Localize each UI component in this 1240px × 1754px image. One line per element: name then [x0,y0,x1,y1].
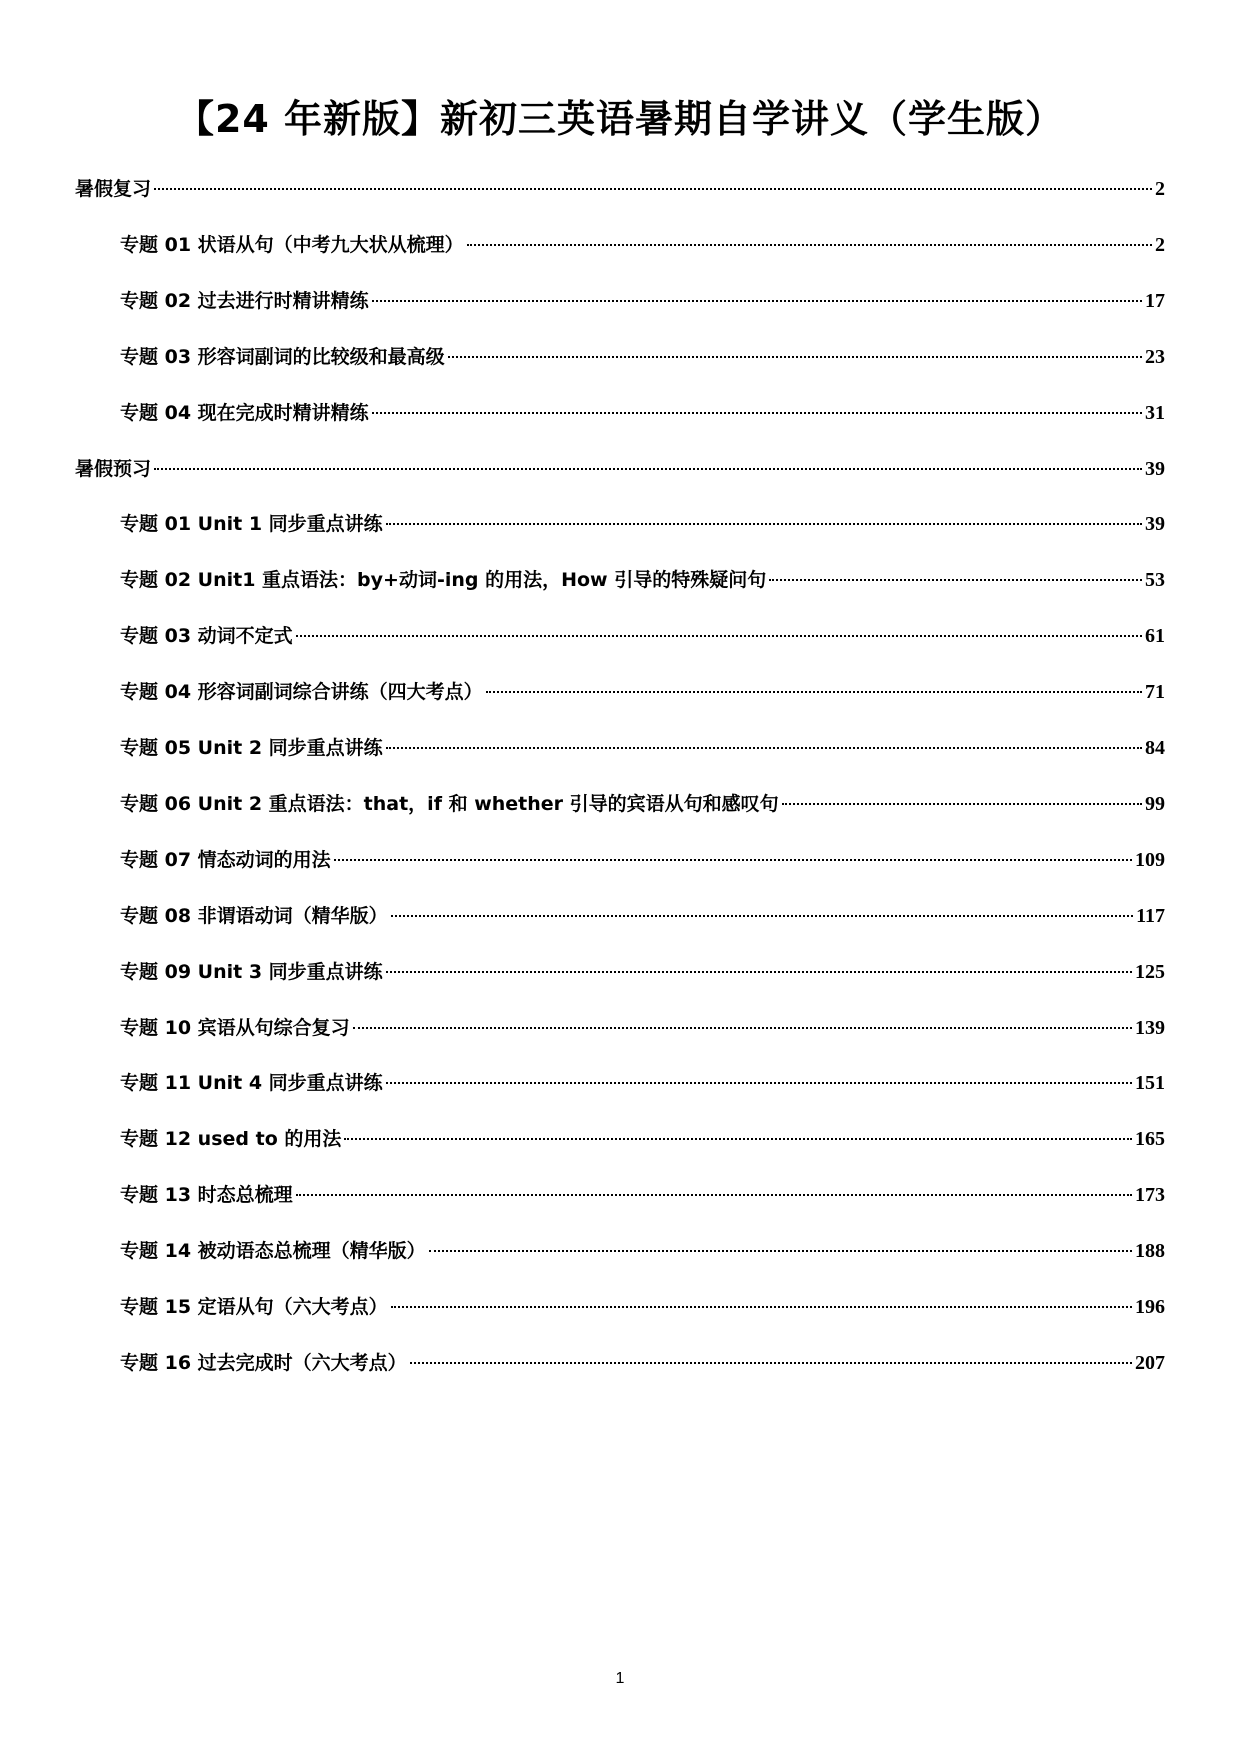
toc-entry-page: 173 [1135,1184,1165,1206]
toc-entry-label: 专题 05 Unit 2 同步重点讲练 [120,737,383,759]
toc-entry[interactable] [120,230,1165,260]
toc-entry-label: 专题 03 形容词副词的比较级和最高级 [120,346,445,368]
toc-dot-leader [353,1027,1132,1029]
toc-entry-label: 专题 13 时态总梳理 [120,1184,293,1206]
toc-entry-page: 139 [1135,1017,1165,1039]
toc-entry-page: 99 [1145,793,1165,815]
toc-entry[interactable] [120,957,1165,987]
toc-entry-label: 专题 08 非谓语动词（精华版） [120,905,388,927]
toc-dot-leader [448,356,1142,358]
toc-entry[interactable] [120,901,1165,931]
toc-entry-page: 151 [1135,1072,1165,1094]
toc-entry-page: 165 [1135,1128,1165,1150]
toc-entry[interactable] [120,1292,1165,1322]
toc-entry[interactable] [120,789,1165,819]
toc-dot-leader [486,691,1142,693]
page-number: 1 [615,1670,625,1687]
toc-entry-label: 专题 06 Unit 2 重点语法：that，if 和 whether 引导的宾语从句和感叹句 [120,793,779,815]
toc-dot-leader [782,803,1142,805]
toc-dot-leader [386,747,1142,749]
toc-entry-label: 暑假预习 [75,458,152,480]
toc-entry[interactable] [120,733,1165,763]
toc-dot-leader [386,523,1142,525]
toc-entry[interactable] [120,845,1165,875]
toc-entry-label: 专题 11 Unit 4 同步重点讲练 [120,1072,383,1094]
toc-dot-leader [429,1250,1132,1252]
toc-entry-page: 109 [1135,849,1165,871]
toc-dot-leader [334,859,1132,861]
toc-entry[interactable] [120,1124,1165,1154]
document-title: 【24 年新版】新初三英语暑期自学讲义（学生版） [175,97,1065,141]
toc-entry-label: 专题 16 过去完成时（六大考点） [120,1352,407,1374]
toc-entry-page: 2 [1155,178,1165,200]
toc-dot-leader [391,915,1133,917]
toc-entry[interactable] [120,286,1165,316]
toc-entry[interactable] [120,509,1165,539]
toc-entry[interactable] [120,677,1165,707]
toc-dot-leader [344,1138,1132,1140]
toc-entry-label: 专题 01 Unit 1 同步重点讲练 [120,513,383,535]
toc-dot-leader [386,1082,1132,1084]
toc-section-entry[interactable] [75,174,1165,204]
toc-entry-label: 专题 04 现在完成时精讲精练 [120,402,369,424]
toc-entry-page: 23 [1145,346,1165,368]
toc-entry-label: 专题 12 used to 的用法 [120,1128,342,1150]
toc-entry-label: 专题 02 Unit1 重点语法：by+动词-ing 的用法，How 引导的特殊疑问句 [120,569,767,591]
toc-dot-leader [372,300,1142,302]
toc-entry-page: 39 [1145,458,1165,480]
toc-entry-page: 71 [1145,681,1165,703]
toc-dot-leader [391,1306,1132,1308]
toc-entry-page: 39 [1145,513,1165,535]
toc-entry[interactable] [120,621,1165,651]
toc-entry[interactable] [120,1068,1165,1098]
toc-entry-page: 117 [1136,905,1165,927]
toc-dot-leader [296,1194,1132,1196]
toc-entry-label: 专题 14 被动语态总梳理（精华版） [120,1240,426,1262]
toc-entry[interactable] [120,1013,1165,1043]
toc-entry-page: 53 [1145,569,1165,591]
toc-entry-page: 84 [1145,737,1165,759]
toc-entry-label: 专题 15 定语从句（六大考点） [120,1296,388,1318]
toc-entry[interactable] [120,565,1165,595]
toc-dot-leader [154,468,1142,470]
toc-entry[interactable] [120,1236,1165,1266]
toc-dot-leader [372,412,1142,414]
toc-dot-leader [386,971,1132,973]
toc-entry-page: 2 [1155,234,1165,256]
toc-entry-label: 专题 10 宾语从句综合复习 [120,1017,350,1039]
toc-entry[interactable] [120,342,1165,372]
toc-entry-page: 196 [1135,1296,1165,1318]
toc-entry-label: 专题 07 情态动词的用法 [120,849,331,871]
toc-dot-leader [410,1362,1132,1364]
toc-entry-label: 专题 09 Unit 3 同步重点讲练 [120,961,383,983]
toc-entry[interactable] [120,1348,1165,1378]
toc-entry-page: 17 [1145,290,1165,312]
toc-dot-leader [467,244,1152,246]
toc-entry[interactable] [120,398,1165,428]
toc-dot-leader [154,188,1152,190]
toc-entry-label: 专题 03 动词不定式 [120,625,293,647]
toc-entry-page: 125 [1135,961,1165,983]
toc-entry-label: 专题 02 过去进行时精讲精练 [120,290,369,312]
toc-entry-page: 188 [1135,1240,1165,1262]
toc-entry-label: 暑假复习 [75,178,152,200]
toc-entry-page: 31 [1145,402,1165,424]
toc-dot-leader [769,579,1142,581]
toc-entry-label: 专题 01 状语从句（中考九大状从梳理） [120,234,464,256]
toc-entry[interactable] [120,1180,1165,1210]
toc-dot-leader [296,635,1142,637]
toc-entry-page: 61 [1145,625,1165,647]
toc-entry-page: 207 [1135,1352,1165,1374]
toc-section-entry[interactable] [75,454,1165,484]
toc-entry-label: 专题 04 形容词副词综合讲练（四大考点） [120,681,483,703]
